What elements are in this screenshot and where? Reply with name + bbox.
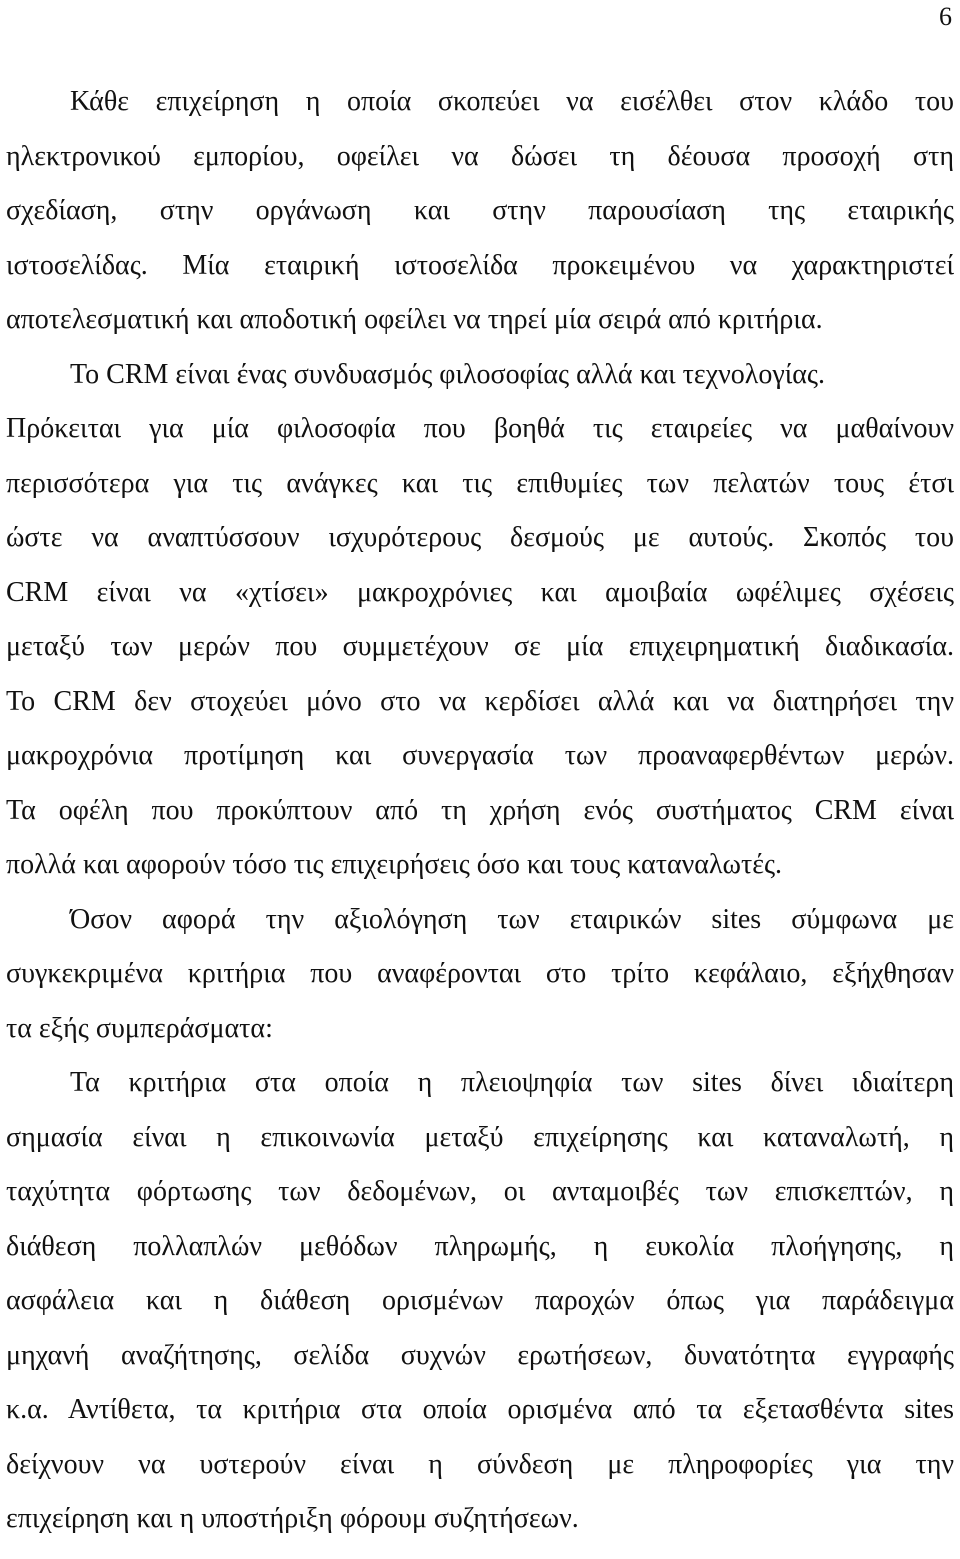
text-line: σχεδίαση, στην οργάνωση και στην παρουσίαση της εταιρικής [6,195,954,226]
text-line: ταχύτητα φόρτωσης των δεδομένων, οι ανταμοιβές των επισκεπτών, η [6,1176,954,1207]
text-line: Το CRM δεν στοχεύει μόνο στο να κερδίσει αλλά και να διατηρήσει την [6,685,954,717]
text-line: ιστοσελίδας. Μία εταιρική ιστοσελίδα προκειμένου να χαρακτηριστεί [6,249,954,281]
page-number: 6 [939,2,952,31]
text-line: κ.α. Αντίθετα, τα κριτήρια στα οποία ορισμένα από τα εξετασθέντα sites [6,1394,954,1425]
text-line: Τα οφέλη που προκύπτουν από τη χρήση ενός συστήματος CRM είναι [6,794,954,826]
text-line: ώστε να αναπτύσσουν ισχυρότερους δεσμούς με αυτούς. Σκοπός του [6,522,954,553]
text-line: περισσότερα για τις ανάγκες και τις επιθυμίες των πελατών τους έτσι [6,467,954,499]
text-line: μεταξύ των μερών που συμμετέχουν σε μία επιχειρηματική διαδικασία. [6,631,954,662]
text-line: αποτελεσματική και αποδοτική οφείλει να τηρεί μία σειρά από κριτήρια. [6,304,823,335]
text-line: πολλά και αφορούν τόσο τις επιχειρήσεις όσο και τους καταναλωτές. [6,849,783,880]
text-line: Τα κριτήρια στα οποία η πλειοψηφία των sites δίνει ιδιαίτερη [70,1067,954,1098]
text-line: επιχείρηση και η υποστήριξη φόρουμ συζητήσεων. [6,1503,579,1534]
text-line: μακροχρόνια προτίμηση και συνεργασία των προαναφερθέντων μερών. [6,740,954,771]
text-line: Κάθε επιχείρηση η οποία σκοπεύει να εισέλθει στον κλάδο του [70,86,954,117]
text-line: Πρόκειται για μία φιλοσοφία που βοηθά τις εταιρείες να μαθαίνουν [6,413,954,444]
text-line: Το CRM είναι ένας συνδυασμός φιλοσοφίας αλλά και τεχνολογίας. [70,358,826,390]
text-line: σημασία είναι η επικοινωνία μεταξύ επιχείρησης και καταναλωτή, η [6,1121,954,1153]
text-line: CRM είναι να «χτίσει» μακροχρόνιες και αμοιβαία ωφέλιμες σχέσεις [6,576,954,608]
text-line: δείχνουν να υστερούν είναι η σύνδεση με πληροφορίες για την [6,1448,954,1480]
text-line: ηλεκτρονικού εμπορίου, οφείλει να δώσει τη δέουσα προσοχή στη [6,140,954,172]
text-line: Όσον αφορά την αξιολόγηση των εταιρικών sites σύμφωνα με [70,903,954,935]
text-line: μηχανή αναζήτησης, σελίδα συχνών ερωτήσεων, δυνατότητα εγγραφής [6,1339,954,1371]
text-line: ασφάλεια και η διάθεση ορισμένων παροχών όπως για παράδειγμα [6,1285,954,1316]
text-line: τα εξής συμπεράσματα: [6,1012,273,1044]
text-line: διάθεση πολλαπλών μεθόδων πληρωμής, η ευκολία πλοήγησης, η [6,1230,954,1262]
body-text [6,75,954,1547]
text-line: συγκεκριμένα κριτήρια που αναφέρονται στο τρίτο κεφάλαιο, εξήχθησαν [6,958,954,989]
